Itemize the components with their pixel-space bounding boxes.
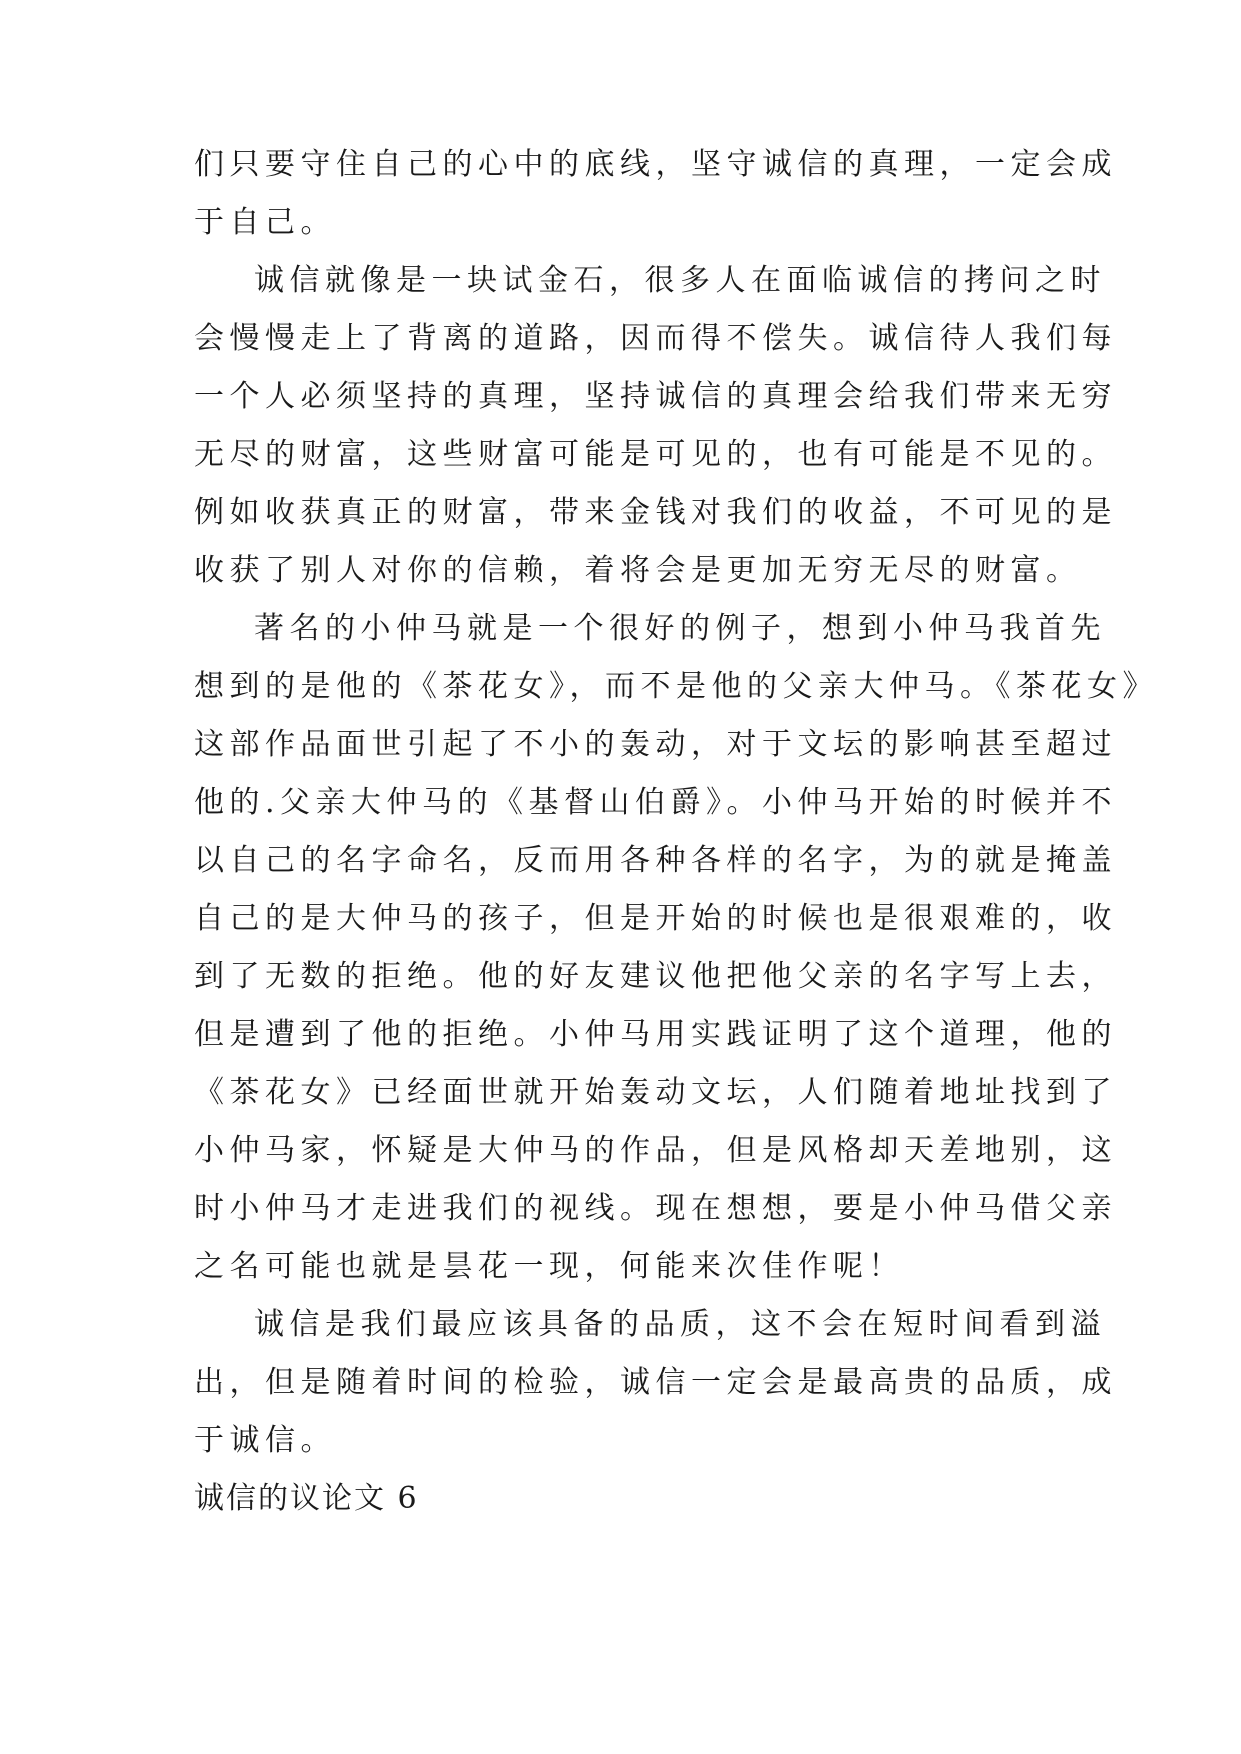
text-line: 以自己的名字命名，反而用各种各样的名字，为的就是掩盖 [194,843,1117,878]
text-line: 之名可能也就是昙花一现，何能来次佳作呢！ [194,1249,904,1284]
text-line: 收获了别人对你的信赖，着将会是更加无穷无尽的财富。 [194,553,1082,588]
paragraph-first-line: 著名的小仲马就是一个很好的例子，想到小仲马我首先 [254,611,1106,646]
paragraph-first-line: 诚信就像是一块试金石，很多人在面临诚信的拷问之时 [254,263,1106,298]
section-heading: 诚信的议论文 6 [194,1481,419,1516]
text-line: 小仲马家，怀疑是大仲马的作品，但是风格却天差地别，这 [194,1133,1117,1168]
text-line: 们只要守住自己的心中的底线，坚守诚信的真理，一定会成 [194,147,1117,182]
text-line: 但是遭到了他的拒绝。小仲马用实践证明了这个道理，他的 [194,1017,1117,1052]
text-line: 会慢慢走上了背离的道路，因而得不偿失。诚信待人我们每 [194,321,1117,356]
text-line: 于自己。 [194,205,336,240]
text-line: 他的.父亲大仲马的《基督山伯爵》。小仲马开始的时候并不 [194,785,1118,820]
text-line: 例如收获真正的财富，带来金钱对我们的收益，不可见的是 [194,495,1117,530]
text-line: 出，但是随着时间的检验，诚信一定会是最高贵的品质，成 [194,1365,1117,1400]
paragraph-first-line: 诚信是我们最应该具备的品质，这不会在短时间看到溢 [254,1307,1106,1342]
text-line: 这部作品面世引起了不小的轰动，对于文坛的影响甚至超过 [194,727,1117,762]
text-line: 《茶花女》已经面世就开始轰动文坛，人们随着地址找到了 [194,1075,1117,1110]
text-line: 到了无数的拒绝。他的好友建议他把他父亲的名字写上去， [194,959,1117,994]
text-line: 自己的是大仲马的孩子，但是开始的时候也是很艰难的，收 [194,901,1117,936]
text-line: 时小仲马才走进我们的视线。现在想想，要是小仲马借父亲 [194,1191,1117,1226]
text-line: 于诚信。 [194,1423,336,1458]
text-line: 无尽的财富，这些财富可能是可见的，也有可能是不见的。 [194,437,1117,472]
text-line: 想到的是他的《茶花女》，而不是他的父亲大仲马。《茶花女》 [194,669,1158,704]
text-line: 一个人必须坚持的真理，坚持诚信的真理会给我们带来无穷 [194,379,1117,414]
